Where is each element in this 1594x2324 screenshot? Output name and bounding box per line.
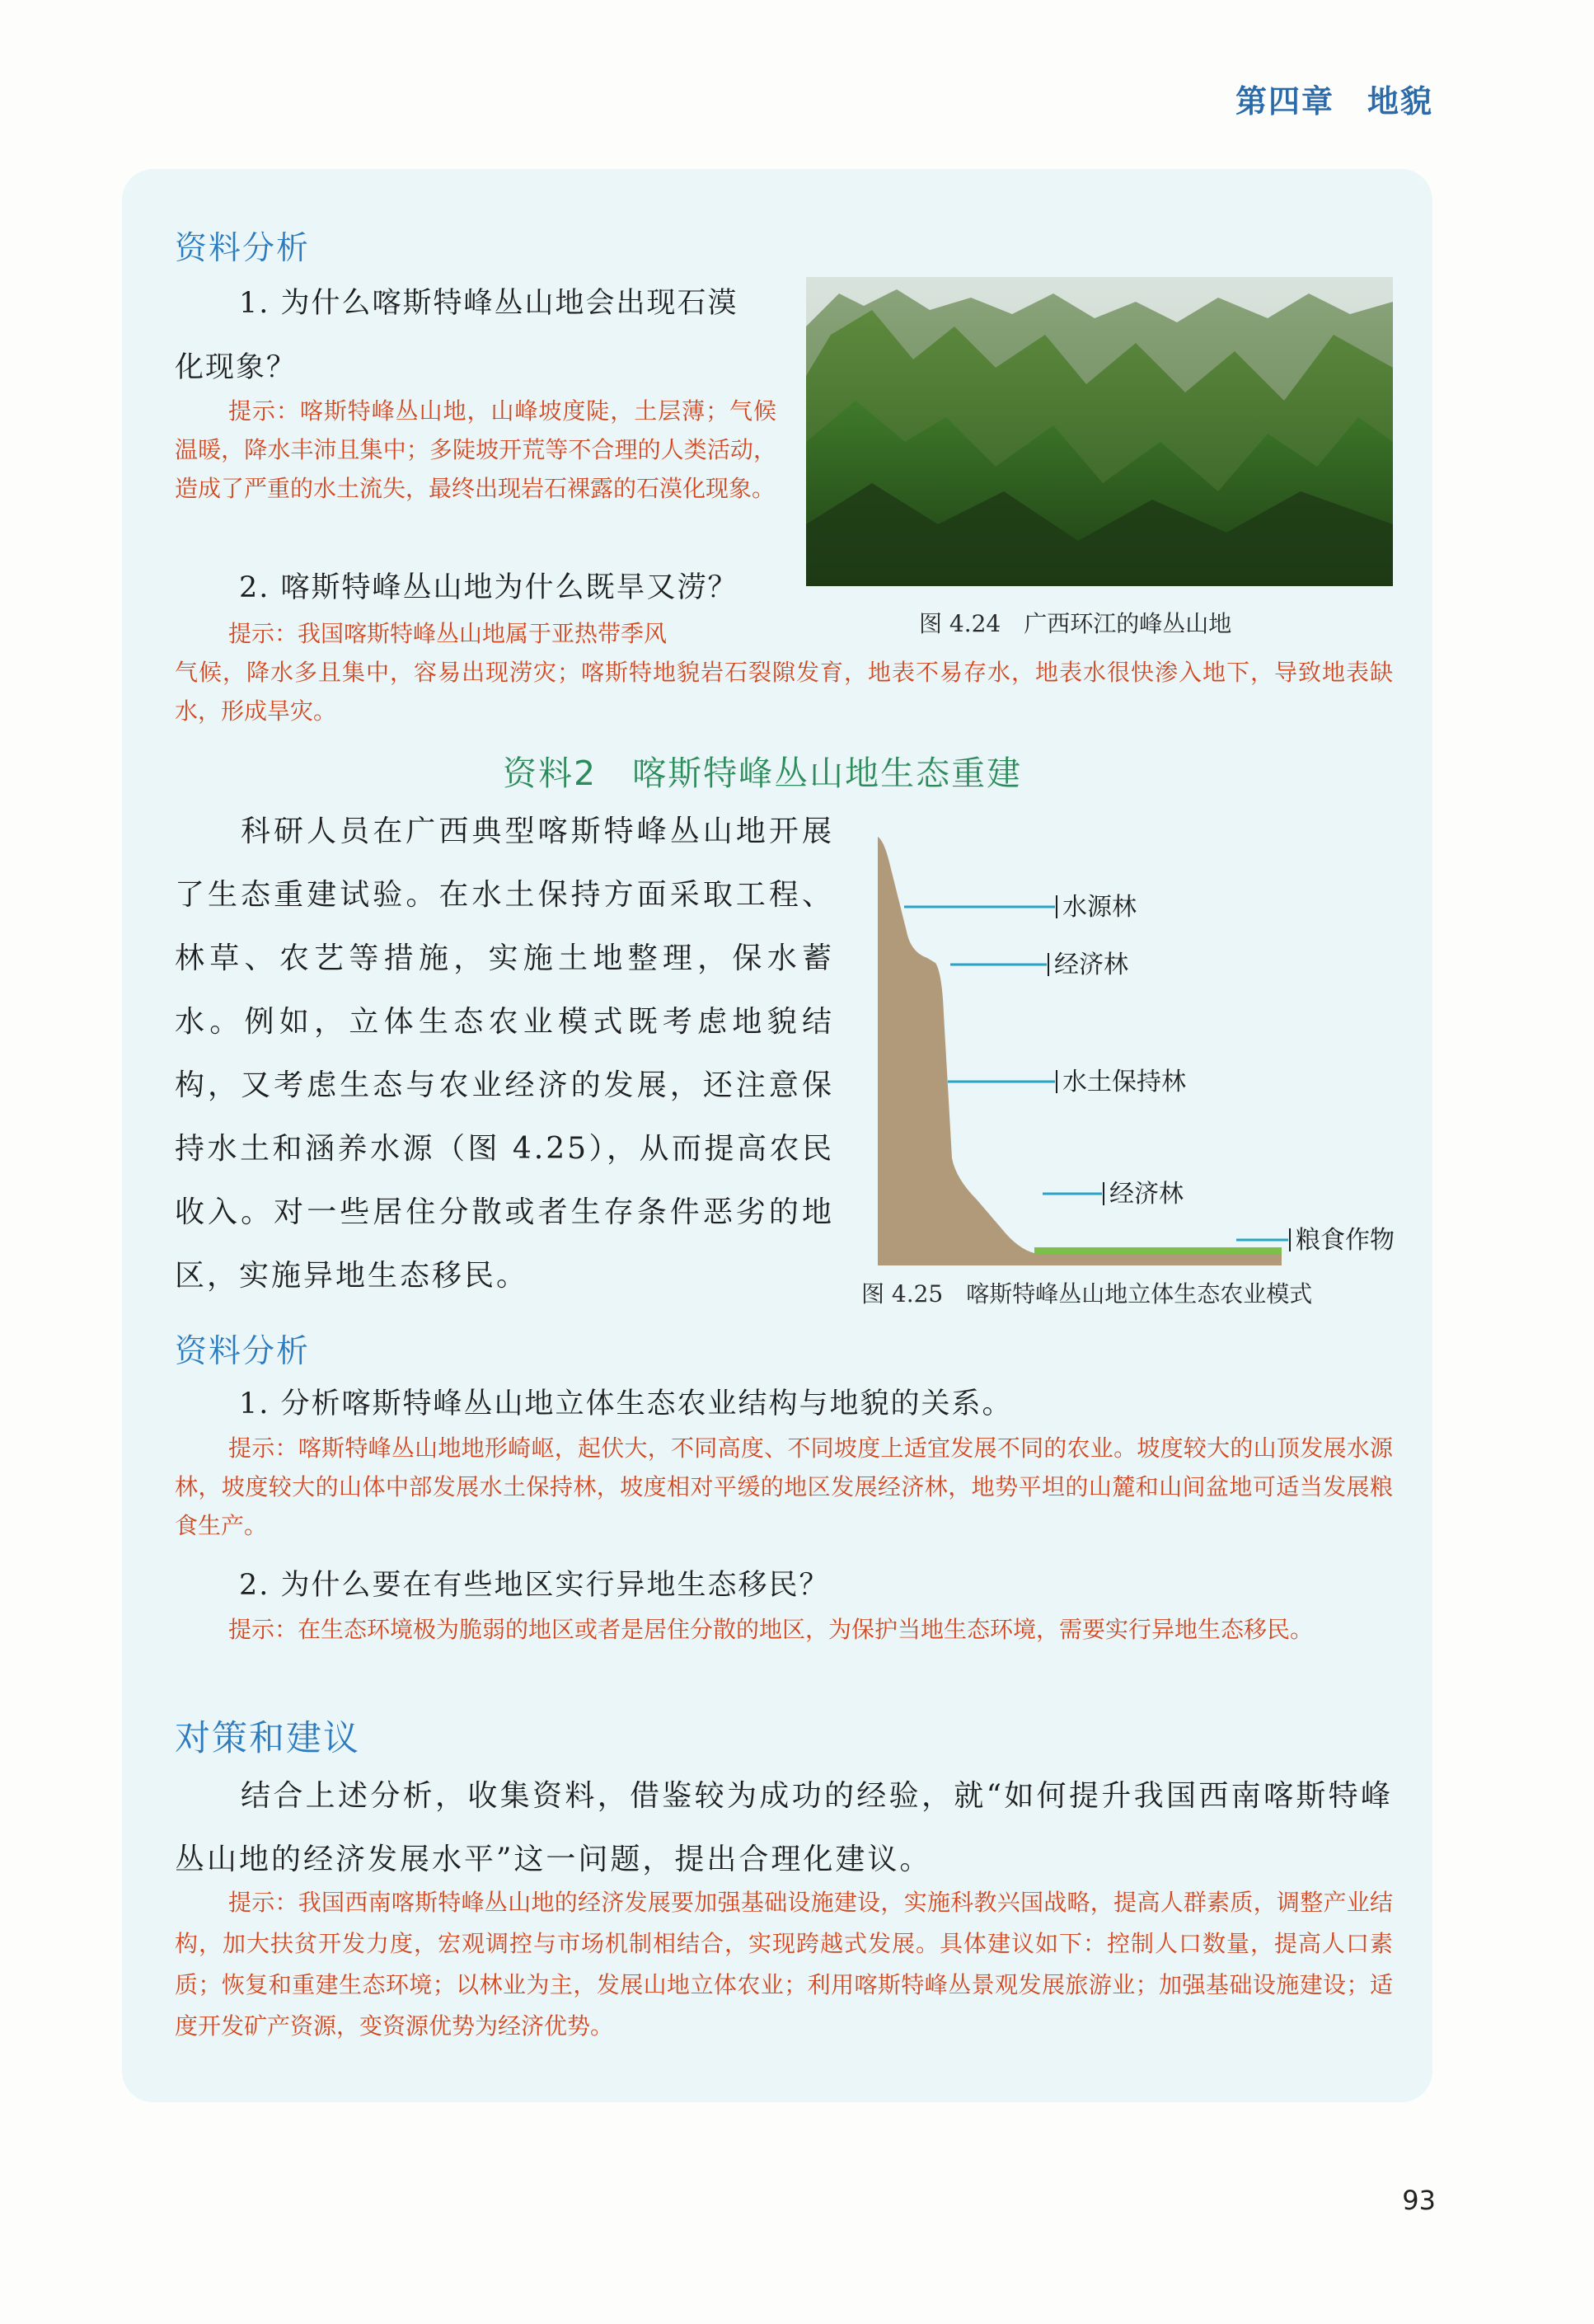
label-grain-crops: 粮食作物 [1296, 1226, 1395, 1255]
label-economic-forest-1: 经济林 [1054, 951, 1128, 979]
question-1: 1. 为什么喀斯特峰丛山地会出现石漠 [239, 287, 738, 320]
question-2: 2. 喀斯特峰丛山地为什么既旱又涝？ [239, 571, 738, 604]
question-1-cont: 化现象？ [175, 351, 298, 384]
hint-1: 提示：喀斯特峰丛山地，山峰坡度陡，土层薄；气候温暖，降水丰沛且集中；多陡坡开荒等不合理的人类活动，造成了严重的水土流失，最终出现岩石裸露的石漠化现象。 [175, 397, 776, 502]
page-number: 93 [1402, 2185, 1436, 2216]
analysis-2-question-2: 2. 为什么要在有些地区实行异地生态移民？ [239, 1569, 830, 1602]
suggestions-hint: 提示：我国西南喀斯特峰丛山地的经济发展要加强基础设施建设，实施科教兴国战略，提高人群素质，调整产业结构，加大扶贫开发力度，宏观调控与市场机制相结合，实现跨越式发展。具体建议如下：控制人口数量，提高人口素质；恢复和重建生态环境；以林业为主，发展山地立体农业；利用喀斯特峰丛景观发展旅游业；加强基础设施建设；适度开发矿产资源，变资源优势为经济优势。 [175, 1889, 1393, 2040]
hint-2: 气候，降水多且集中，容易出现涝灾；喀斯特地貌岩石裂隙发育，地表不易存水，地表水很快渗入地下，导致地表缺水，形成旱灾。 [175, 659, 1393, 725]
material-2-body: 科研人员在广西典型喀斯特峰丛山地开展了生态重建试验。在水土保持方面采取工程、林草、农艺等措施，实施土地整理，保水蓄水。例如，立体生态农业模式既考虑地貌结构，又考虑生态与农业经济的发展，还注意保持水土和涵养水源（图 4.25），从而提高农民收入。对一些居住分散或者生存条件恶劣的地区，实施异地生态移民。 [175, 815, 834, 1293]
analysis-2-heading: 资料分析 [175, 1333, 311, 1370]
label-water-source-forest: 水源林 [1062, 893, 1137, 922]
slope-profile [878, 837, 1034, 1265]
suggestions-heading: 对策和建议 [175, 1718, 360, 1759]
chapter-header: 第四章 地貌 [1235, 83, 1433, 120]
figure-4-25-diagram [870, 833, 1397, 1274]
analysis-heading: 资料分析 [175, 230, 311, 267]
suggestions-body: 结合上述分析，收集资料，借鉴较为成功的经验，就“如何提升我国西南喀斯特峰丛山地的经济发展水平”这一问题，提出合理化建议。 [175, 1779, 1393, 1876]
figure-4-24-caption: 图 4.24 广西环江的峰丛山地 [919, 610, 1232, 637]
karst-peak-cluster-photo [806, 277, 1393, 586]
analysis-2-question-1: 1. 分析喀斯特峰丛山地立体生态农业结构与地貌的关系。 [239, 1387, 1013, 1420]
analysis-2-hint-2: 提示：在生态环境极为脆弱的地区或者是居住分散的地区，为保护当地生态环境，需要实行异地生态移民。 [228, 1616, 1314, 1643]
hint-2-first-line: 提示：我国喀斯特峰丛山地属于亚热带季风 [228, 620, 668, 647]
crop-strip [1034, 1247, 1282, 1254]
material-2-heading: 资料2 喀斯特峰丛山地生态重建 [503, 754, 1023, 793]
label-soil-conservation-forest: 水土保持林 [1062, 1068, 1186, 1096]
figure-4-25-caption: 图 4.25 喀斯特峰丛山地立体生态农业模式 [861, 1280, 1313, 1308]
label-economic-forest-2: 经济林 [1109, 1180, 1184, 1209]
analysis-2-hint-1: 提示：喀斯特峰丛山地地形崎岖，起伏大，不同高度、不同坡度上适宜发展不同的农业。坡度较大的山顶发展水源林，坡度较大的山体中部发展水土保持林，坡度相对平缓的地区发展经济林，地势平坦的山麓和山间盆地可适当发展粮食生产。 [175, 1434, 1393, 1539]
